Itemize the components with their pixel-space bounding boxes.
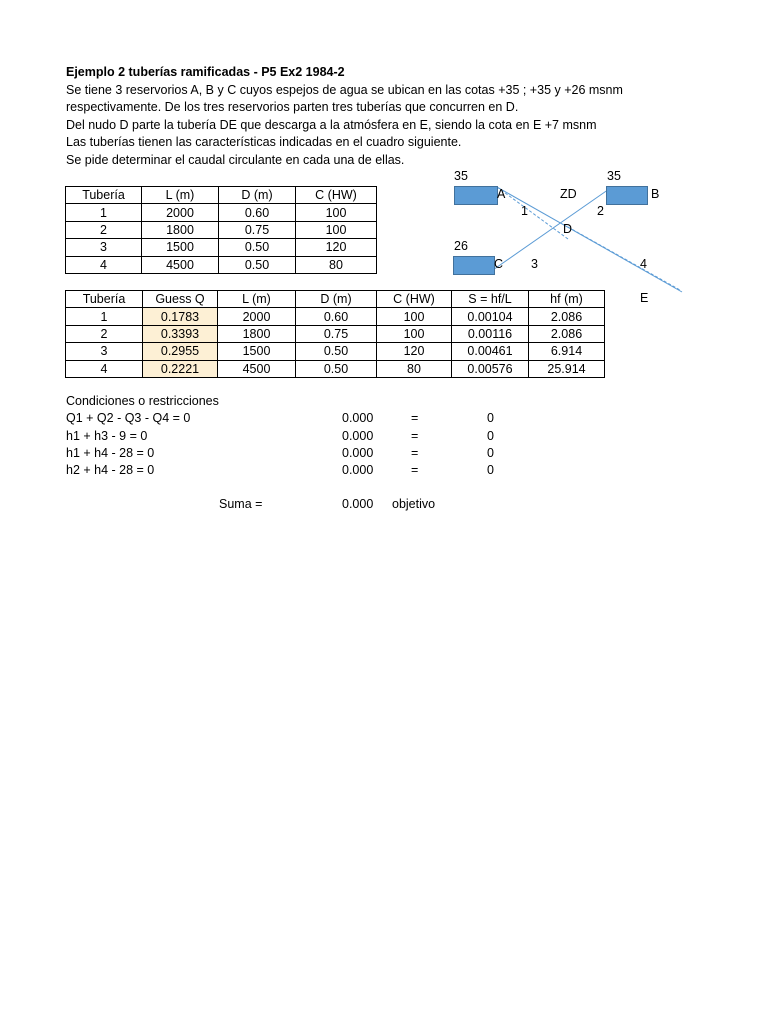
reservoir-c [453,256,495,275]
table-cell: 1 [66,204,142,221]
condition-expr: Q1 + Q2 - Q3 - Q4 = 0 [66,411,191,425]
condition-eq: = [411,446,419,460]
condition-row [66,462,566,479]
header-cell: C (HW) [296,187,377,204]
table-cell: 100 [296,221,377,238]
table-cell: 2.086 [529,325,605,342]
pipe-line-a-dashed [497,187,568,239]
table-header-row [66,291,605,308]
table-cell: 0.50 [296,343,377,360]
table-cell: 120 [296,239,377,256]
table-cell: 0.00104 [452,308,529,325]
header-cell: D (m) [219,187,296,204]
label-b: B [651,187,660,201]
table-cell: 2 [66,221,142,238]
header-cell: C (HW) [377,291,452,308]
pipe-line-d-e-dashed [568,227,680,290]
table-cell: 100 [377,308,452,325]
condition-eq: = [411,429,419,443]
condition-target: 0 [487,446,494,460]
label-c: C [494,257,504,271]
table-cell: 4500 [218,360,296,377]
condition-value: 0.000 [342,446,374,460]
table-header-row [66,187,377,204]
label-pipe-1: 1 [521,204,528,218]
header-cell: D (m) [296,291,377,308]
pipe-properties-table [65,186,377,274]
label-pipe-4: 4 [640,257,647,271]
table-row [66,360,605,377]
reservoir-diagram [440,165,690,310]
table-cell: 1800 [218,325,296,342]
label-zd: ZD [560,187,577,201]
page-title: Ejemplo 2 tuberías ramificadas - P5 Ex2 1984-2 [66,65,345,79]
table-cell: 3 [66,343,143,360]
table-cell: 0.50 [219,256,296,273]
suma-label: Suma = [219,497,263,511]
table-cell: 100 [377,325,452,342]
table-cell: 80 [377,360,452,377]
condition-value: 0.000 [342,429,374,443]
table-cell: 0.00461 [452,343,529,360]
table-cell: 2000 [142,204,219,221]
header-cell: L (m) [218,291,296,308]
table-cell: 2.086 [529,308,605,325]
condition-expr: h2 + h4 - 28 = 0 [66,463,155,477]
label-pipe-3: 3 [531,257,538,271]
guess-q-cell[interactable]: 0.2221 [143,360,218,377]
elevation-a: 35 [454,169,468,183]
table-cell: 120 [377,343,452,360]
condition-value: 0.000 [342,463,374,477]
table-cell: 1500 [142,239,219,256]
table-cell: 0.75 [296,325,377,342]
elevation-c: 26 [454,239,468,253]
paragraph-line: Las tuberías tienen las características indicadas en el cuadro siguiente. [66,135,462,150]
table-cell: 2 [66,325,143,342]
guess-q-cell[interactable]: 0.2955 [143,343,218,360]
condition-target: 0 [487,411,494,425]
condition-target: 0 [487,463,494,477]
table-cell: 0.60 [296,308,377,325]
condition-eq: = [411,411,419,425]
reservoir-b [606,186,648,205]
paragraph-line: Se pide determinar el caudal circulante en cada una de ellas. [66,152,405,167]
suma-note: objetivo [392,497,436,511]
table-cell: 6.914 [529,343,605,360]
solution-table [65,290,605,378]
table-cell: 0.00576 [452,360,529,377]
header-cell: Tubería [66,187,142,204]
table-cell: 0.00116 [452,325,529,342]
table-cell: 0.60 [219,204,296,221]
condition-expr: h1 + h4 - 28 = 0 [66,446,155,460]
condition-target: 0 [487,429,494,443]
elevation-b: 35 [607,169,621,183]
paragraph-line: Se tiene 3 reservorios A, B y C cuyos espejos de agua se ubican en las cotas +35 ; +35 y +26 msnm [66,83,623,97]
condition-eq: = [411,463,419,477]
label-e: E [640,291,649,305]
condition-row [66,428,566,445]
table-cell: 0.50 [219,239,296,256]
label-a: A [497,187,506,201]
table-cell: 4 [66,256,142,273]
header-cell: hf (m) [529,291,605,308]
table-row [66,343,605,360]
condition-value: 0.000 [342,411,374,425]
table-row [66,221,377,238]
conditions-heading: Condiciones o restricciones [66,394,219,408]
label-pipe-2: 2 [597,204,604,218]
problem-statement [66,82,623,169]
paragraph-line: respectivamente. De los tres reservorios parten tres tuberías que concurren en D. [66,100,519,115]
table-row [66,239,377,256]
label-d: D [563,222,573,236]
table-cell: 1 [66,308,143,325]
header-cell: S = hf/L [452,291,529,308]
table-cell: 1800 [142,221,219,238]
condition-row [66,410,566,427]
condition-expr: h1 + h3 - 9 = 0 [66,429,148,443]
table-row [66,325,605,342]
header-cell: Tubería [66,291,143,308]
table-cell: 3 [66,239,142,256]
guess-q-cell[interactable]: 0.3393 [143,325,218,342]
table-row [66,204,377,221]
header-cell: L (m) [142,187,219,204]
guess-q-cell[interactable]: 0.1783 [143,308,218,325]
table-cell: 4 [66,360,143,377]
table-cell: 80 [296,256,377,273]
table-cell: 1500 [218,343,296,360]
reservoir-a [454,186,498,205]
paragraph-line: Del nudo D parte la tubería DE que descarga a la atmósfera en E, siendo la cota en E +7 msnm [66,117,597,132]
table-cell: 0.50 [296,360,377,377]
table-cell: 100 [296,204,377,221]
suma-value: 0.000 [342,497,374,511]
table-row [66,256,377,273]
table-cell: 25.914 [529,360,605,377]
header-cell: Guess Q [143,291,218,308]
table-row [66,308,605,325]
table-cell: 0.75 [219,221,296,238]
table-cell: 2000 [218,308,296,325]
condition-row [66,445,566,462]
table-cell: 4500 [142,256,219,273]
